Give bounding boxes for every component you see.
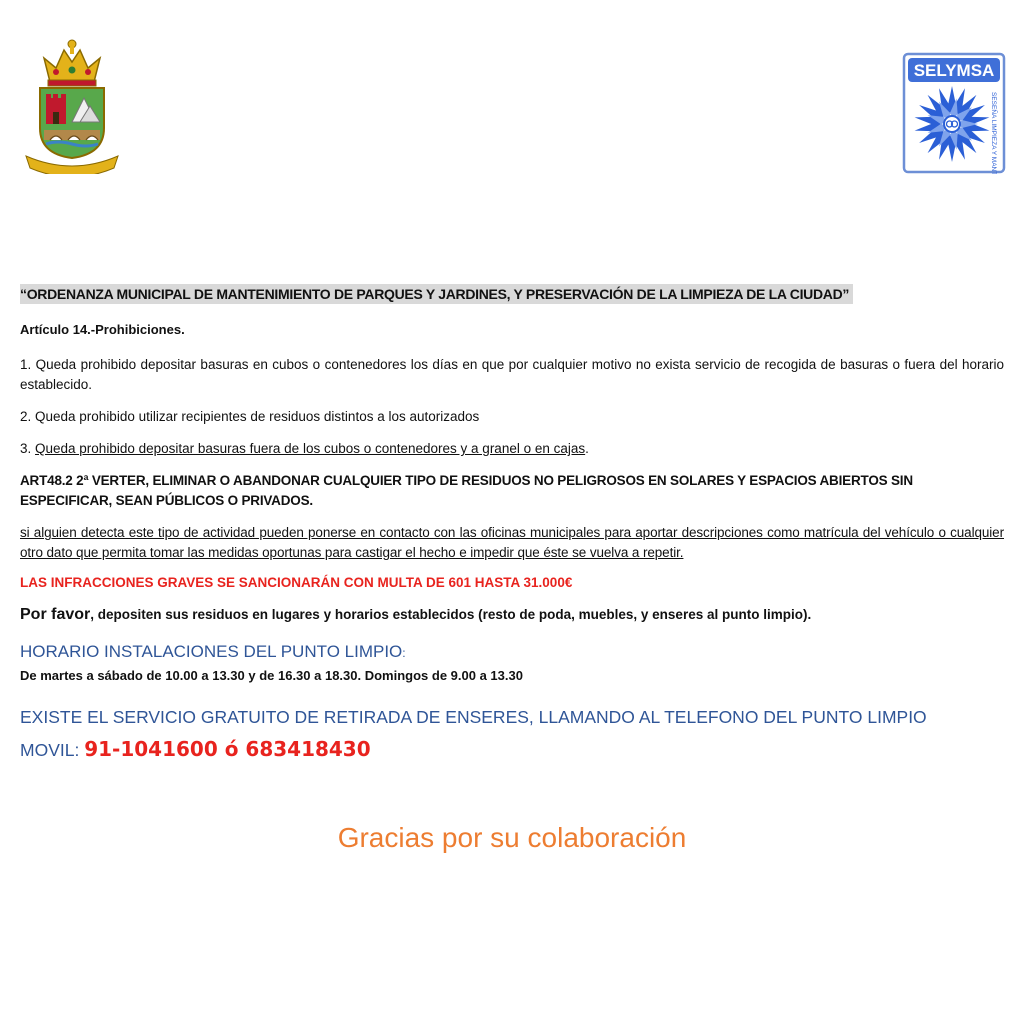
request-message bbox=[20, 606, 1004, 624]
ordinance-content bbox=[20, 284, 1004, 766]
article-heading: Artículo 14.-Prohibiciones. bbox=[20, 322, 185, 337]
schedule-heading-text: HORARIO INSTALACIONES DEL PUNTO LIMPIO bbox=[20, 642, 403, 661]
prohibition-item-3 bbox=[20, 439, 1004, 459]
pickup-service-text: EXISTE EL SERVICIO GRATUITO DE RETIRADA DE ENSERES, LLAMANDO AL TELEFONO DEL PUNTO LIMPIO bbox=[20, 707, 927, 727]
municipal-coat-of-arms-logo bbox=[22, 36, 122, 174]
pickup-service-phone-line bbox=[20, 733, 1004, 766]
request-rest: , depositen sus residuos en lugares y horarios establecidos (resto de poda, muebles, y enseres al punto limpio). bbox=[90, 607, 812, 622]
prohibition-item-3-number: 3. bbox=[20, 441, 36, 456]
phone-numbers: 91-1041600 ó 683418430 bbox=[84, 737, 371, 761]
selymsa-logo bbox=[902, 52, 1006, 174]
request-lead: Por favor bbox=[20, 606, 91, 623]
selymsa-tagline: SESEÑA LIMPIEZA Y MANTENIMIENTO S.A. bbox=[990, 92, 997, 174]
prohibition-item-1: 1. Queda prohibido depositar basuras en cubos o contenedores los días en que por cualquier motivo no exista servicio de recogida de basuras o fuera del horario establecido. bbox=[20, 357, 1004, 392]
prohibition-item-3-text: Queda prohibido depositar basuras fuera de los cubos o contenedores y a granel o en cajas bbox=[35, 441, 586, 456]
mobile-label: MOVIL: bbox=[20, 740, 85, 760]
ordinance-title: “ORDENANZA MUNICIPAL DE MANTENIMIENTO DE PARQUES Y JARDINES, Y PRESERVACIÓN DE LA LIMPIEZA DE LA CIUDAD” bbox=[20, 284, 853, 304]
selymsa-wordmark: SELYMSA bbox=[913, 61, 995, 80]
prohibition-item-2: 2. Queda prohibido utilizar recipientes de residuos distintos a los autorizados bbox=[20, 409, 480, 424]
selymsa-logo-icon bbox=[902, 52, 1006, 174]
municipal-coat-of-arms-icon bbox=[22, 36, 122, 174]
article-48-text: ART48.2 2ª VERTER, ELIMINAR O ABANDONAR CUALQUIER TIPO DE RESIDUOS NO PELIGROSOS EN SOLARES Y ESPACIOS ABIERTOS SIN ESPECIFICAR, SEAN PÚBLICOS O PRIVADOS. bbox=[20, 473, 913, 508]
schedule-heading-colon: : bbox=[402, 646, 406, 660]
schedule-heading bbox=[20, 642, 1004, 662]
report-instructions: si alguien detecta este tipo de actividad pueden ponerse en contacto con las oficinas municipales para aportar descripciones como matrícula del vehículo o cualquier otro dato que permita tomar las medidas oportunas para castigar el hecho e impedir que éste se vuelva a repetir. bbox=[20, 525, 1004, 560]
fine-warning: LAS INFRACCIONES GRAVES SE SANCIONARÁN CON MULTA DE 601 HASTA 31.000€ bbox=[20, 575, 573, 590]
schedule-hours: De martes a sábado de 10.00 a 13.30 y de 16.30 a 18.30. Domingos de 9.00 a 13.30 bbox=[20, 668, 523, 683]
thanks-message: Gracias por su colaboración bbox=[337, 822, 687, 853]
prohibition-item-3-end: . bbox=[585, 441, 589, 456]
